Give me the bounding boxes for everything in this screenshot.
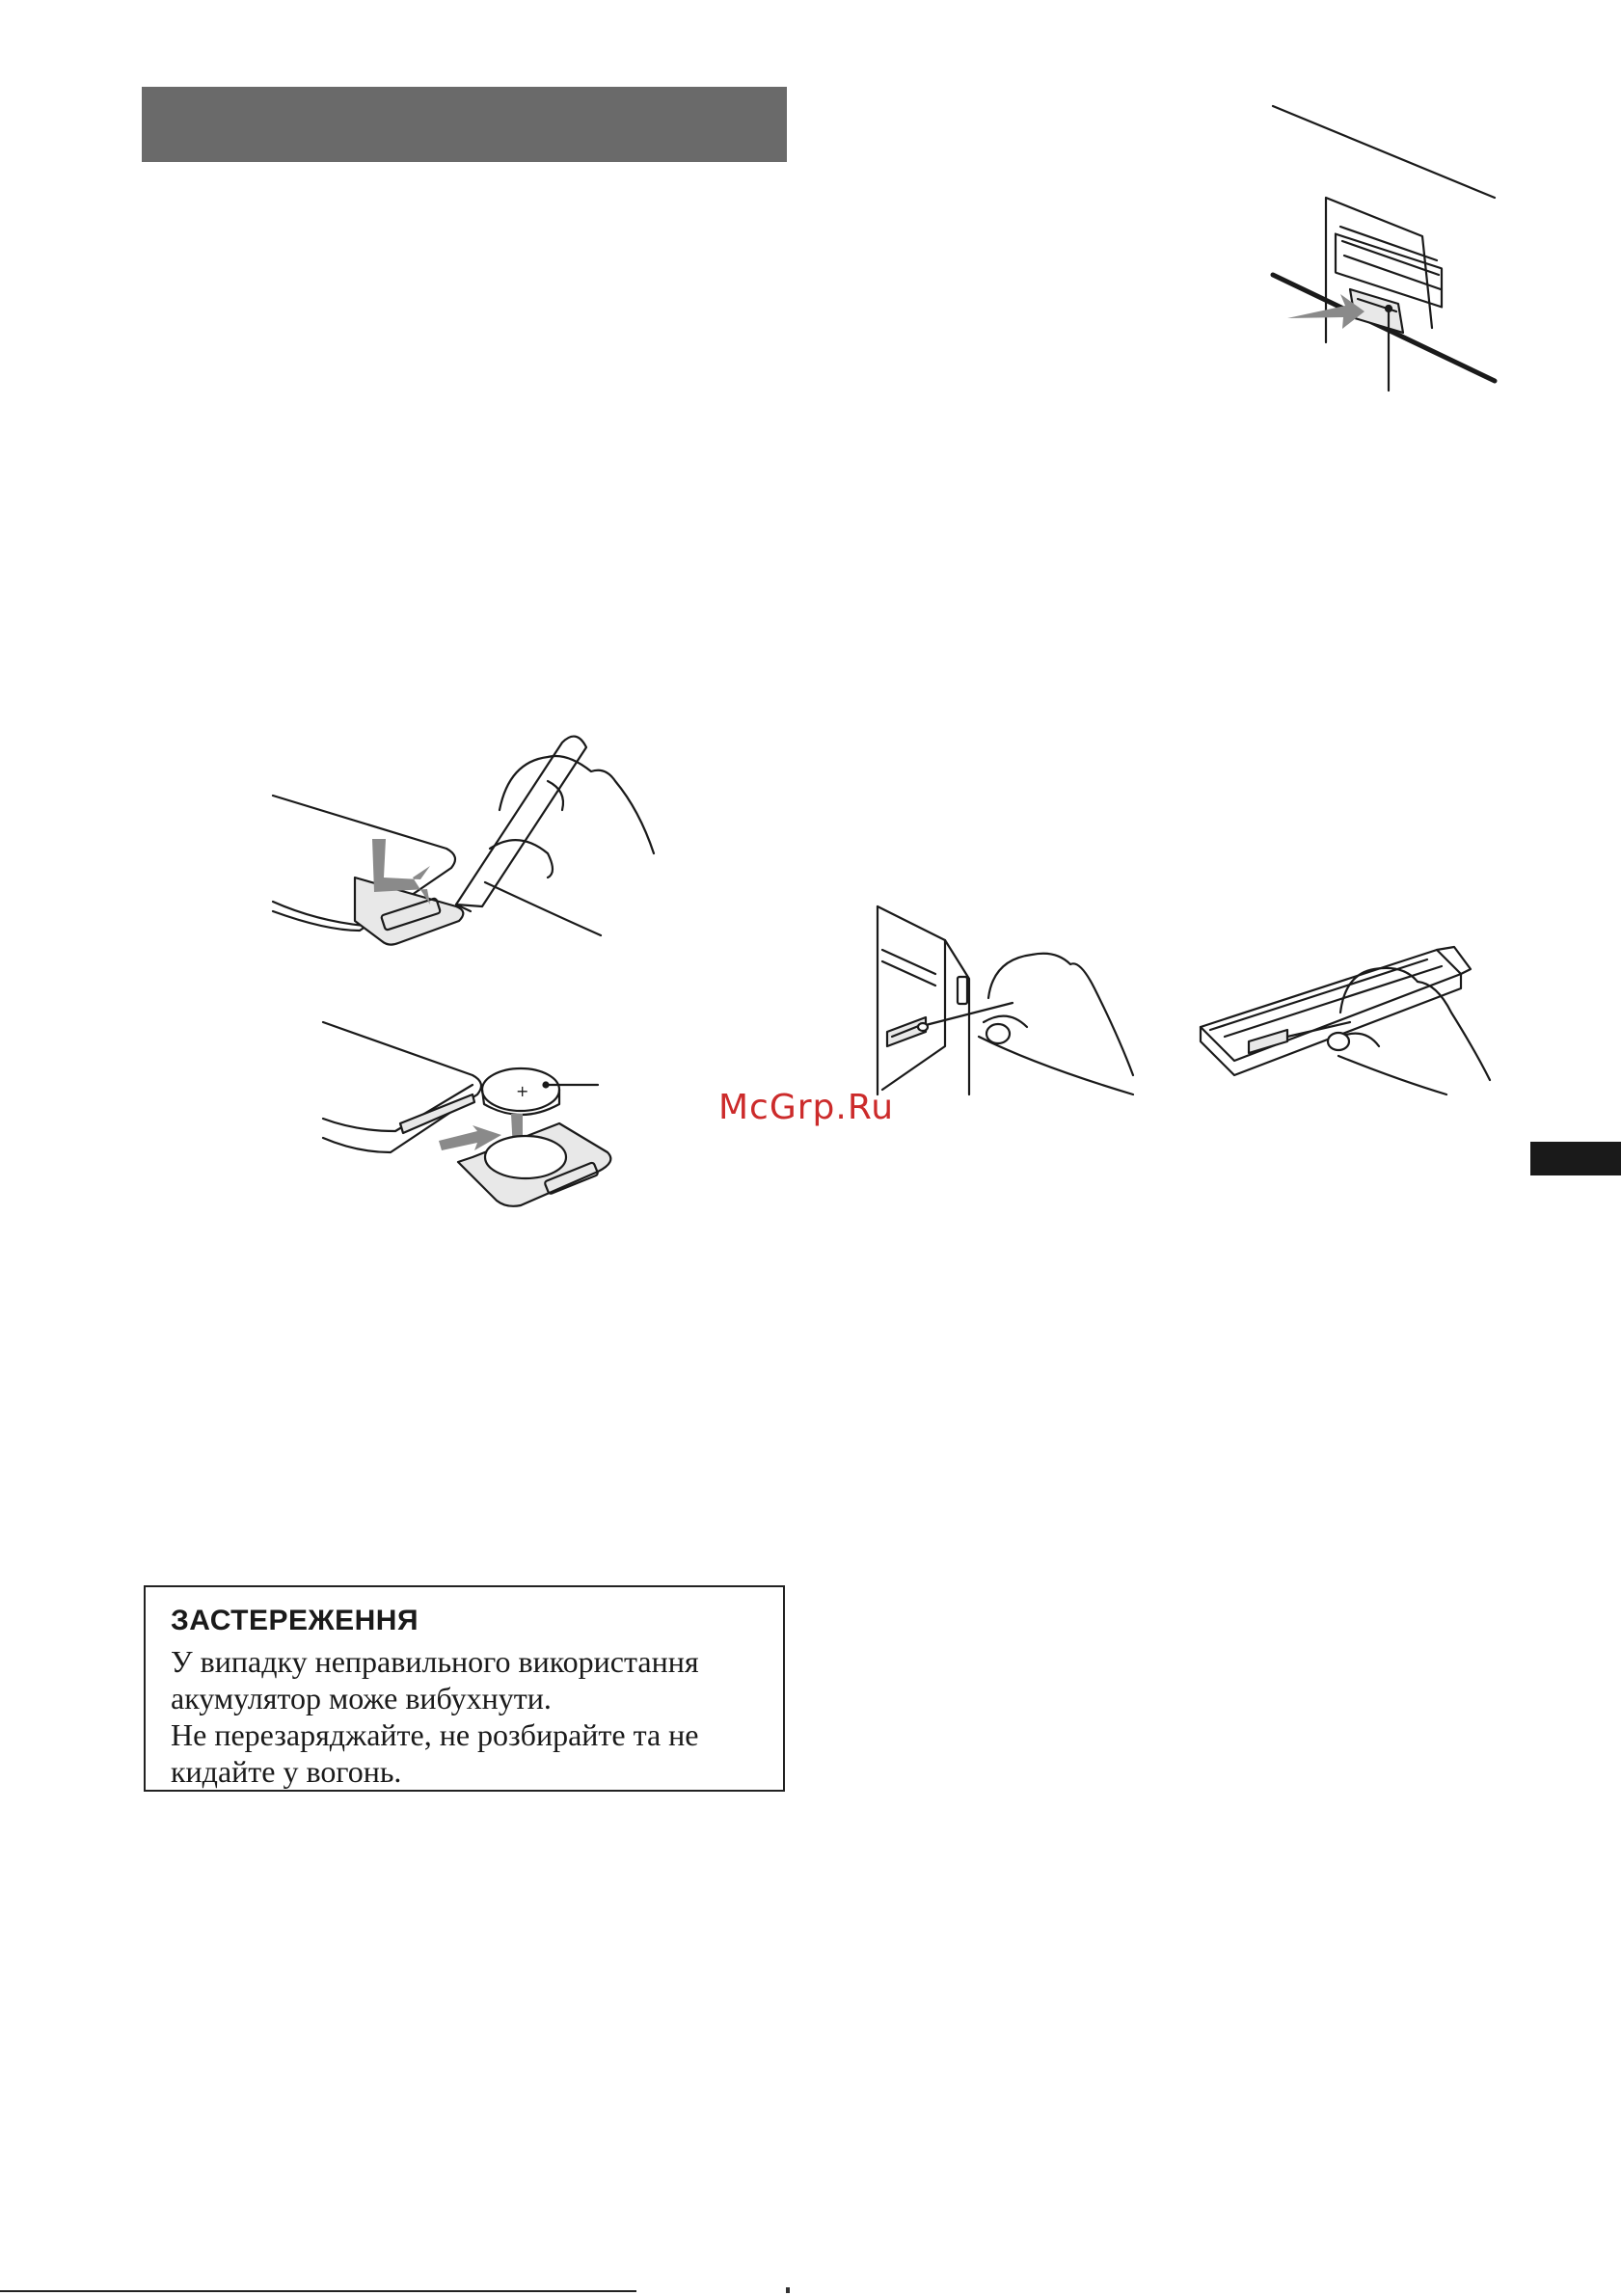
pen-hand-icon <box>268 723 673 955</box>
svg-text:+: + <box>516 1082 529 1100</box>
section-side-tab <box>1530 1142 1621 1175</box>
caution-line: У випадку неправильного використання <box>171 1644 699 1679</box>
section-header-text <box>142 108 161 140</box>
footer-rule <box>0 2290 636 2292</box>
caution-box <box>144 1585 785 1792</box>
cotton-swab-hand-icon <box>1196 945 1499 1104</box>
section-header-bar <box>142 87 787 162</box>
caution-title: ЗАСТЕРЕЖЕННЯ <box>171 1605 419 1636</box>
connector-pull-icon <box>1254 101 1504 400</box>
caution-line: Не перезаряджайте, не розбирайте та не <box>171 1717 699 1752</box>
caution-line: акумулятор може вибухнути. <box>171 1681 552 1715</box>
footer-mark <box>786 2287 790 2293</box>
cotton-swab-hand-icon <box>873 902 1138 1099</box>
coin-battery-icon <box>318 1017 636 1210</box>
watermark-text: McGrp.Ru <box>718 1088 895 1127</box>
caution-line: кидайте у вогонь. <box>171 1754 402 1789</box>
